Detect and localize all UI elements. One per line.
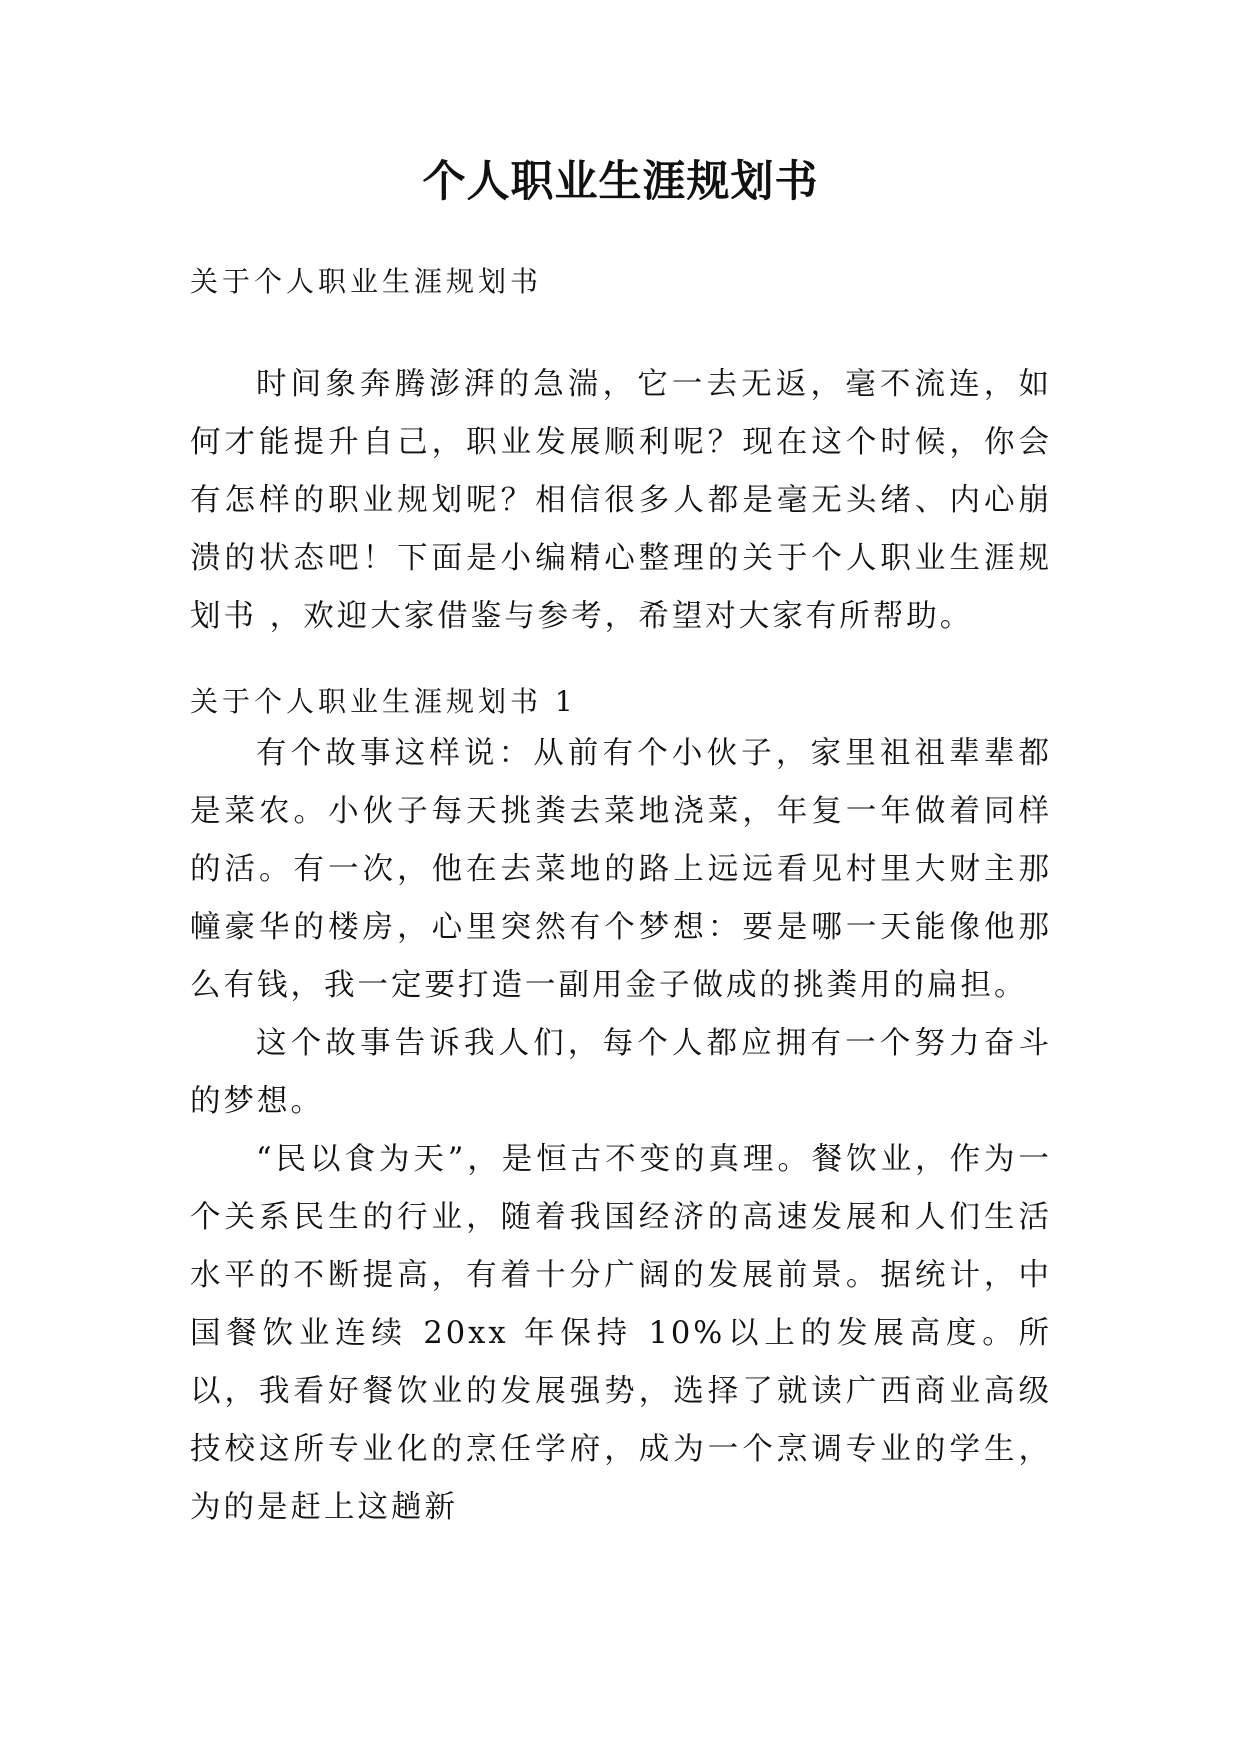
section-1-paragraph-3: “民以食为天”，是恒古不变的真理。餐饮业，作为一个关系民生的行业，随着我国经济的高速发展和人们生活水平的不断提高，有着十分广阔的发展前景。据统计，中国餐饮业连续 20xx 年保持 10%以上的发展高度。所以，我看好餐饮业的发展强势，选择了就读广西商业高级技校这所专业化的烹任学府，成为一个烹调专业的学生，为的是赶上这趟新 <box>190 1142 1052 1525</box>
section-1-heading: 关于个人职业生涯规划书 1 <box>190 685 577 718</box>
intro-paragraph: 时间象奔腾澎湃的急湍，它一去无返，毫不流连，如何才能提升自己，职业发展顺利呢？现在这个时候，你会有怎样的职业规划呢？相信很多人都是毫无头绪、内心崩溃的状态吧！下面是小编精心整理的关于个人职业生涯规划书 ，欢迎大家借鉴与参考，希望对大家有所帮助。 <box>190 367 1052 634</box>
subtitle-heading: 关于个人职业生涯规划书 <box>190 265 543 298</box>
intro-section <box>190 356 1052 646</box>
section-1-paragraph-1: 有个故事这样说：从前有个小伙子，家里祖祖辈辈都是菜农。小伙子每天挑粪去菜地浇菜，年复一年做着同样的活。有一次，他在去菜地的路上远远看见村里大财主那幢豪华的楼房，心里突然有个梦想：要是哪一天能像他那么有钱，我一定要打造一副用金子做成的挑粪用的扁担。 <box>190 736 1052 1003</box>
section-1-body <box>190 725 1052 1537</box>
section-1-paragraph-2: 这个故事告诉我人们，每个人都应拥有一个努力奋斗的梦想。 <box>190 1026 1052 1119</box>
document-title: 个人职业生涯规划书 <box>422 157 819 207</box>
